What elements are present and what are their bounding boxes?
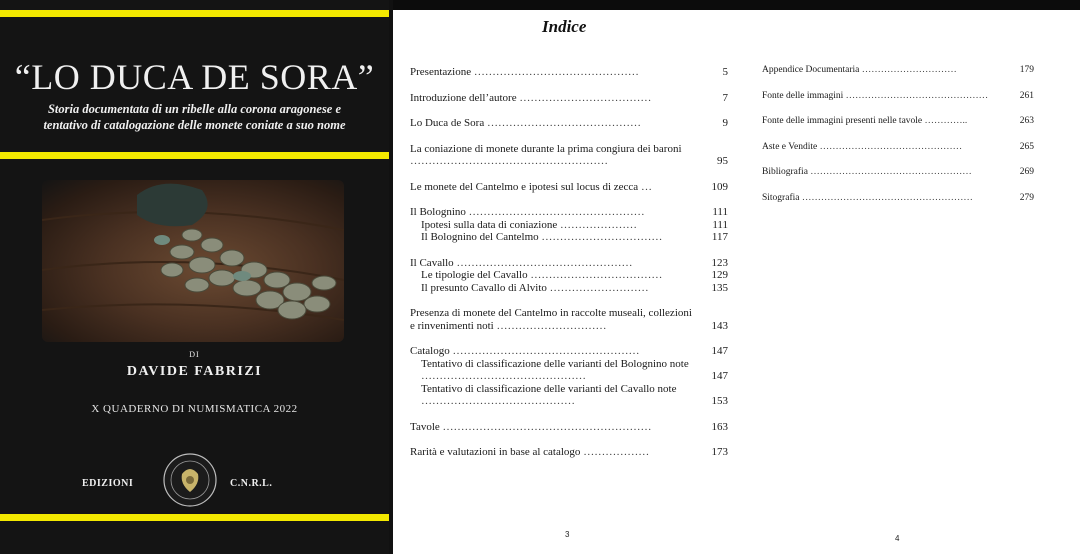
cover-publisher-cnrl: C.N.R.L.	[230, 478, 273, 489]
toc-page-number: 279	[1019, 192, 1034, 203]
publisher-seal-icon	[160, 450, 220, 510]
toc-entry-title: Appendice Documentaria	[762, 65, 860, 75]
cover-subtitle-line-2: tentativo di catalogazione delle monete coniate a suo nome	[43, 118, 346, 132]
toc-page-number: 111	[712, 218, 728, 231]
toc-page-number: 111	[712, 206, 728, 218]
toc-page-number: 95	[717, 155, 728, 167]
toc-entry-title: Presenza di monete del Cantelmo in raccolte museali, collezioni e rinvenimenti noti	[410, 307, 692, 332]
toc-page-number: 147	[711, 370, 728, 382]
cover-stripe-bottom	[0, 514, 389, 521]
toc-entry	[410, 307, 728, 332]
toc-entry-title: Presentazione	[410, 66, 472, 78]
toc-entry	[410, 143, 728, 168]
toc-page-number: 265	[1019, 141, 1034, 152]
toc-leader: ………………………………………	[817, 141, 963, 152]
toc-entry-title: Tentativo di classificazione delle varianti del Cavallo note	[421, 382, 677, 395]
toc-leader: …	[638, 180, 652, 193]
toc-page-number: 9	[722, 117, 728, 129]
toc-leader: …………………………………………	[453, 256, 633, 269]
toc-entry	[410, 117, 728, 130]
toc-group-catalogo	[410, 345, 728, 408]
toc-page-number: 263	[1019, 116, 1034, 126]
toc-entry	[762, 90, 1034, 102]
toc-page-number: 269	[1019, 167, 1034, 177]
toc-entry-title: Aste e Vendite	[762, 141, 818, 152]
toc-leader: ………………………	[546, 281, 649, 294]
toc-subentry	[410, 383, 728, 408]
toc-page-number: 179	[1019, 65, 1034, 75]
toc-entry	[410, 257, 728, 270]
page-gutter	[389, 0, 393, 554]
toc-leader: ………………………………………	[843, 90, 989, 101]
toc-entry	[410, 345, 728, 358]
toc-page-number: 135	[711, 281, 728, 294]
toc-page-number: 109	[711, 180, 728, 193]
toc-page-number: 153	[711, 395, 728, 407]
toc-leader: ………………	[580, 446, 650, 458]
toc-leader: …………………	[557, 218, 637, 231]
toc-entry-title: Tentativo di classificazione delle varianti del Bolognino note	[421, 357, 689, 370]
toc-entry-title: Il Bolognino del Cantelmo	[421, 231, 539, 243]
toc-entry-title: Fonte delle immagini	[762, 90, 844, 101]
toc-column-left	[410, 66, 728, 472]
toc-leader: ………………………………………………	[410, 155, 608, 167]
toc-subentry	[410, 231, 728, 244]
toc-entry-title: Tavole	[410, 420, 440, 433]
toc-entry	[410, 181, 728, 194]
toc-page-number: 5	[722, 66, 728, 78]
toc-leader: …………………………………………	[465, 206, 645, 218]
toc-subentry	[410, 219, 728, 232]
toc-entry-title: Sitografia	[762, 192, 800, 203]
toc-entry	[410, 92, 728, 105]
toc-entry-title: Le tipologie del Cavallo	[421, 269, 528, 281]
toc-page-number: 7	[722, 91, 728, 104]
cover-subtitle	[18, 101, 371, 133]
toc-leader: ……………………………………………	[449, 345, 640, 357]
toc-page-number: 123	[711, 256, 728, 269]
toc-leader: ……………………………	[538, 231, 663, 243]
cover-series: X QUADERNO DI NUMISMATICA 2022	[91, 403, 298, 415]
index-heading: Indice	[542, 17, 587, 36]
toc-entry	[762, 141, 1034, 153]
toc-leader: ………………………………………	[421, 370, 586, 382]
toc-page-number: 117	[711, 231, 728, 243]
toc-column-right	[762, 64, 1034, 217]
page-number-left: 3	[565, 530, 570, 539]
toc-leader: ……………………………………	[421, 395, 575, 407]
toc-entry-title: Introduzione dell’autore	[410, 91, 517, 104]
toc-page-number: 163	[711, 420, 728, 433]
cover-publisher-edizioni: EDIZIONI	[82, 478, 134, 489]
cover-coins-photo	[42, 180, 344, 342]
cover-title: “LO DUCA DE SORA”	[14, 57, 375, 97]
cover-author: DAVIDE FABRIZI	[126, 364, 263, 379]
toc-entry-title: Il Bolognino	[410, 206, 466, 218]
toc-entry-title: La coniazione di monete durante la prima congiura dei baroni	[410, 142, 682, 155]
toc-group-cavallo	[410, 257, 728, 295]
toc-leader: ………………………………	[516, 91, 652, 104]
page-number-right: 4	[895, 534, 900, 543]
toc-entry	[762, 192, 1034, 204]
toc-entry	[762, 64, 1034, 76]
toc-entry	[410, 421, 728, 434]
toc-leader: ………………………………	[527, 269, 663, 281]
toc-leader: …………………………	[493, 319, 607, 332]
toc-entry-title: Catalogo	[410, 345, 450, 357]
toc-page-number: 261	[1019, 90, 1034, 101]
toc-entry	[410, 446, 728, 459]
toc-entry-title: Lo Duca de Sora	[410, 117, 485, 129]
cover-subtitle-line-1: Storia documentata di un ribelle alla corona aragonese e	[47, 102, 342, 116]
cover-by: DI	[189, 350, 200, 359]
toc-entry	[410, 206, 728, 219]
toc-page-number: 129	[711, 269, 728, 281]
toc-entry-title: Rarità e valutazioni in base al catalogo	[410, 446, 581, 458]
toc-entry-title: Il presunto Cavallo di Alvito	[421, 281, 547, 294]
toc-leader: ……………………………………	[484, 117, 641, 129]
toc-leader: …………………………	[859, 65, 957, 75]
toc-subentry	[410, 358, 728, 383]
toc-subentry	[410, 269, 728, 282]
toc-page-number: 143	[711, 319, 728, 332]
toc-leader: …………………………………………………	[439, 420, 652, 433]
toc-entry	[410, 66, 728, 79]
toc-entry	[762, 166, 1034, 178]
toc-entry	[762, 115, 1034, 127]
cover-stripe-top	[0, 10, 389, 17]
book-cover	[0, 0, 389, 554]
toc-leader: ………………………………………	[471, 66, 639, 78]
toc-entry-title: Il Cavallo	[410, 256, 454, 269]
toc-entry-title: Fonte delle immagini presenti nelle tavole	[762, 116, 923, 126]
toc-leader: …………..	[922, 116, 968, 126]
toc-leader: ………………………………………………	[799, 192, 973, 203]
toc-entry-title: Le monete del Cantelmo e ipotesi sul locus di zecca	[410, 180, 639, 193]
toc-entry-title: Bibliografia	[762, 167, 808, 177]
toc-page-number: 173	[711, 446, 728, 458]
toc-subentry	[410, 282, 728, 295]
toc-page-number: 147	[711, 345, 728, 357]
toc-group-bolognino	[410, 206, 728, 244]
toc-entry-title: Ipotesi sulla data di coniazione	[421, 218, 558, 231]
cover-stripe-middle	[0, 152, 389, 159]
toc-leader: ……………………………………………	[807, 167, 972, 177]
